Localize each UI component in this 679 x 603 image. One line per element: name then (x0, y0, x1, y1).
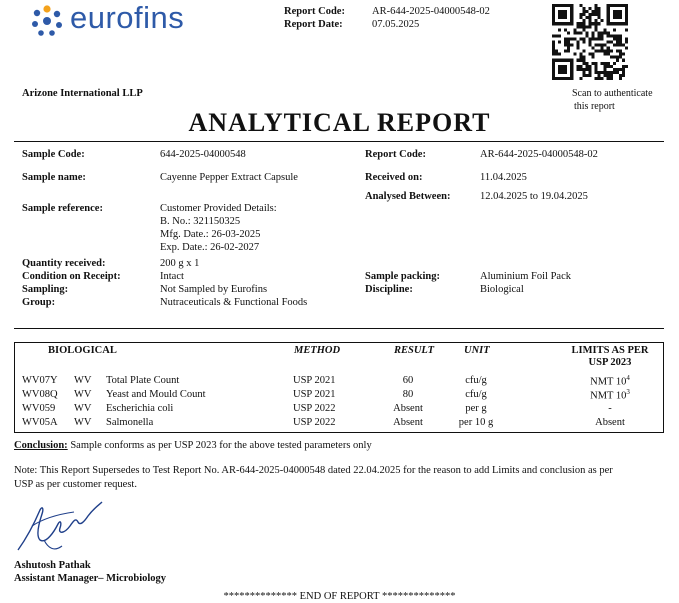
table-row-limit (560, 417, 660, 428)
reference-line: Customer Provided Details: (160, 203, 277, 214)
signatory-role: Assistant Manager– Microbiology (14, 573, 167, 584)
packing-label: Sample packing: (365, 271, 440, 282)
sample-reference-label: Sample reference: (22, 203, 103, 214)
report-title: ANALYTICAL REPORT (188, 108, 491, 137)
scan-line-1: Scan to authenticate (572, 88, 653, 99)
table-row-test: Total Plate Count (106, 375, 180, 386)
group-value: Nutraceuticals & Functional Foods (160, 297, 308, 308)
table-row-limit (560, 388, 660, 402)
table-row-code: WV (74, 375, 92, 386)
note-line-1: Note: This Report Supersedes to Test Report No. AR-644-2025-04000548 dated 22.04.2025 for the reason to add Limits and conclusion as per (14, 465, 613, 476)
table-row-test: Escherichia coli (106, 403, 174, 414)
table-row-id: WV08Q (22, 389, 58, 400)
report-code-value: AR-644-2025-04000548-02 (480, 149, 598, 160)
header-report-code-value: AR-644-2025-04000548-02 (372, 6, 490, 17)
end-of-report: ************** END OF REPORT ************** (223, 591, 456, 602)
signatory-name: Ashutosh Pathak (14, 560, 91, 571)
reference-line: Mfg. Date.: 26-03-2025 (160, 229, 261, 240)
quantity-label: Quantity received: (22, 258, 106, 269)
reference-line: B. No.: 321150325 (160, 216, 241, 227)
group-label: Group: (22, 297, 56, 308)
sample-name-label: Sample name: (22, 172, 86, 183)
discipline-value: Biological (480, 284, 524, 295)
limit-text: NMT 10 (590, 390, 627, 402)
client-name: Arizone International LLP (22, 88, 143, 99)
header-report-date-label: Report Date: (284, 19, 343, 30)
eurofins-logo-mark (30, 4, 64, 38)
table-row-id: WV059 (22, 403, 56, 414)
analysed-value: 12.04.2025 to 19.04.2025 (480, 191, 588, 202)
sample-name-value: Cayenne Pepper Extract Capsule (160, 172, 298, 183)
limit-text: NMT 10 (590, 376, 627, 388)
divider-middle (14, 328, 664, 329)
table-row-result: 60 (402, 375, 414, 386)
brand-name: eurofins (70, 0, 185, 35)
method-header: METHOD (294, 345, 341, 356)
table-row-method: USP 2021 (293, 389, 336, 400)
reference-line: Exp. Date.: 26-02-2027 (160, 242, 260, 253)
table-row-code: WV (74, 403, 92, 414)
limit-exponent: 4 (626, 374, 630, 382)
analysed-label: Analysed Between: (365, 191, 451, 202)
table-row-result: 80 (402, 389, 414, 400)
result-header: RESULT (394, 345, 435, 356)
table-row-unit: per 10 g (458, 417, 494, 428)
table-row-id: WV05A (22, 417, 58, 428)
discipline-label: Discipline: (365, 284, 413, 295)
qr-code[interactable] (552, 4, 628, 80)
sampling-value: Not Sampled by Eurofins (160, 284, 268, 295)
limits-header-line1: LIMITS AS PER (571, 345, 649, 356)
signature (14, 496, 104, 558)
condition-value: Intact (160, 271, 184, 282)
section-header: BIOLOGICAL (48, 345, 117, 356)
conclusion-label: Conclusion: (14, 440, 68, 451)
quantity-value: 200 g x 1 (160, 258, 200, 269)
table-row-limit (560, 403, 660, 414)
header-report-code-label: Report Code: (284, 6, 345, 17)
table-row-result: Absent (393, 417, 423, 428)
limits-header-line2: USP 2023 (588, 357, 632, 368)
table-row-unit: per g (465, 403, 487, 414)
report-code-label: Report Code: (365, 149, 426, 160)
sample-code-value: 644-2025-04000548 (160, 149, 246, 160)
table-row-code: WV (74, 417, 92, 428)
table-row-unit: cfu/g (465, 375, 487, 386)
table-row-result: Absent (393, 403, 423, 414)
conclusion-text: Sample conforms as per USP 2023 for the above tested parameters only (67, 440, 372, 451)
received-label: Received on: (365, 172, 423, 183)
sampling-label: Sampling: (22, 284, 69, 295)
conclusion (14, 440, 372, 451)
table-row-test: Yeast and Mould Count (106, 389, 206, 400)
table-row-method: USP 2022 (293, 417, 336, 428)
table-row-code: WV (74, 389, 92, 400)
table-row-method: USP 2021 (293, 375, 336, 386)
table-row-unit: cfu/g (465, 389, 487, 400)
condition-label: Condition on Receipt: (22, 271, 121, 282)
table-row-limit (560, 374, 660, 388)
limit-text: Absent (595, 417, 625, 428)
eurofins-logo (30, 0, 220, 38)
limit-text: - (608, 403, 612, 414)
scan-line-2: this report (574, 101, 615, 112)
limit-exponent: 3 (626, 388, 630, 396)
sample-code-label: Sample Code: (22, 149, 85, 160)
table-row-test: Salmonella (106, 417, 154, 428)
header-report-date-value: 07.05.2025 (372, 19, 420, 30)
table-row-method: USP 2022 (293, 403, 336, 414)
table-row-id: WV07Y (22, 375, 58, 386)
packing-value: Aluminium Foil Pack (480, 271, 572, 282)
unit-header: UNIT (464, 345, 490, 356)
note-line-2: USP as per customer request. (14, 479, 137, 490)
received-value: 11.04.2025 (480, 172, 527, 183)
divider-top (14, 141, 664, 142)
